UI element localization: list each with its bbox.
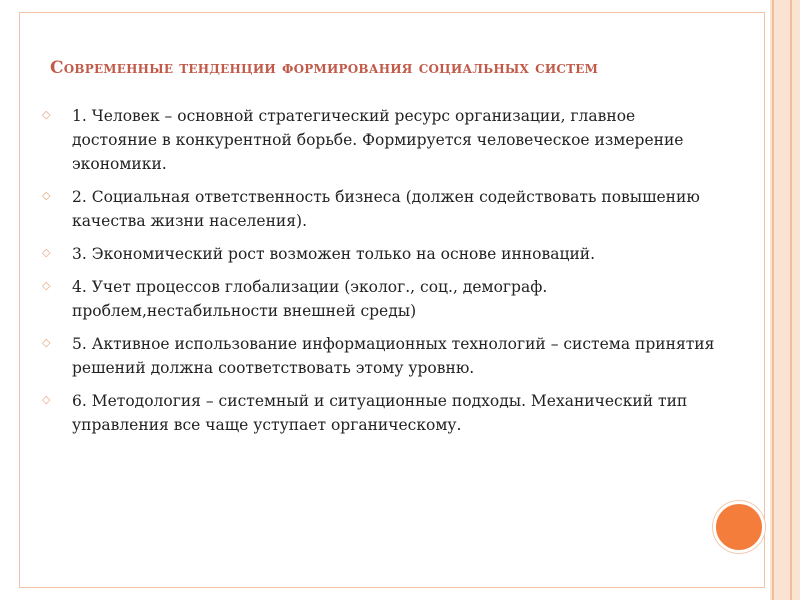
- list-item: [40, 185, 720, 233]
- list-item-text: 4. Учет процессов глобализации (эколог., соц., демограф. проблем,нестабильности внешней среды): [72, 278, 548, 320]
- list-item: [40, 275, 720, 323]
- hollow-diamond-bullet-icon: ◇: [42, 189, 51, 202]
- list-item: [40, 389, 720, 437]
- slide-title: Современные тенденции формирования социальных систем: [50, 58, 599, 78]
- list-item-text: 1. Человек – основной стратегический ресурс организации, главное достояние в конкурентной борьбе. Формируется человеческое измерение экономики.: [72, 107, 684, 173]
- bullet-list: [40, 104, 720, 446]
- hollow-diamond-bullet-icon: ◇: [42, 108, 51, 121]
- list-item-text: 3. Экономический рост возможен только на основе инноваций.: [72, 245, 596, 263]
- hollow-diamond-bullet-icon: ◇: [42, 279, 51, 292]
- decorative-orange-circle: [713, 501, 765, 553]
- list-item: [40, 104, 720, 176]
- list-item-text: 5. Активное использование информационных технологий – система принятия решений должна соответствовать этому уровню.: [72, 335, 715, 377]
- list-item: [40, 332, 720, 380]
- decorative-side-stripe: [770, 0, 800, 600]
- decorative-stripe-line: [790, 0, 792, 600]
- list-item: [40, 242, 720, 266]
- hollow-diamond-bullet-icon: ◇: [42, 246, 51, 259]
- hollow-diamond-bullet-icon: ◇: [42, 393, 51, 406]
- list-item-text: 6. Методология – системный и ситуационные подходы. Механический тип управления все чаще уступает органическому.: [72, 392, 688, 434]
- list-item-text: 2. Социальная ответственность бизнеса (должен содействовать повышению качества жизни населения).: [72, 188, 700, 230]
- hollow-diamond-bullet-icon: ◇: [42, 336, 51, 349]
- decorative-stripe-line: [772, 0, 774, 600]
